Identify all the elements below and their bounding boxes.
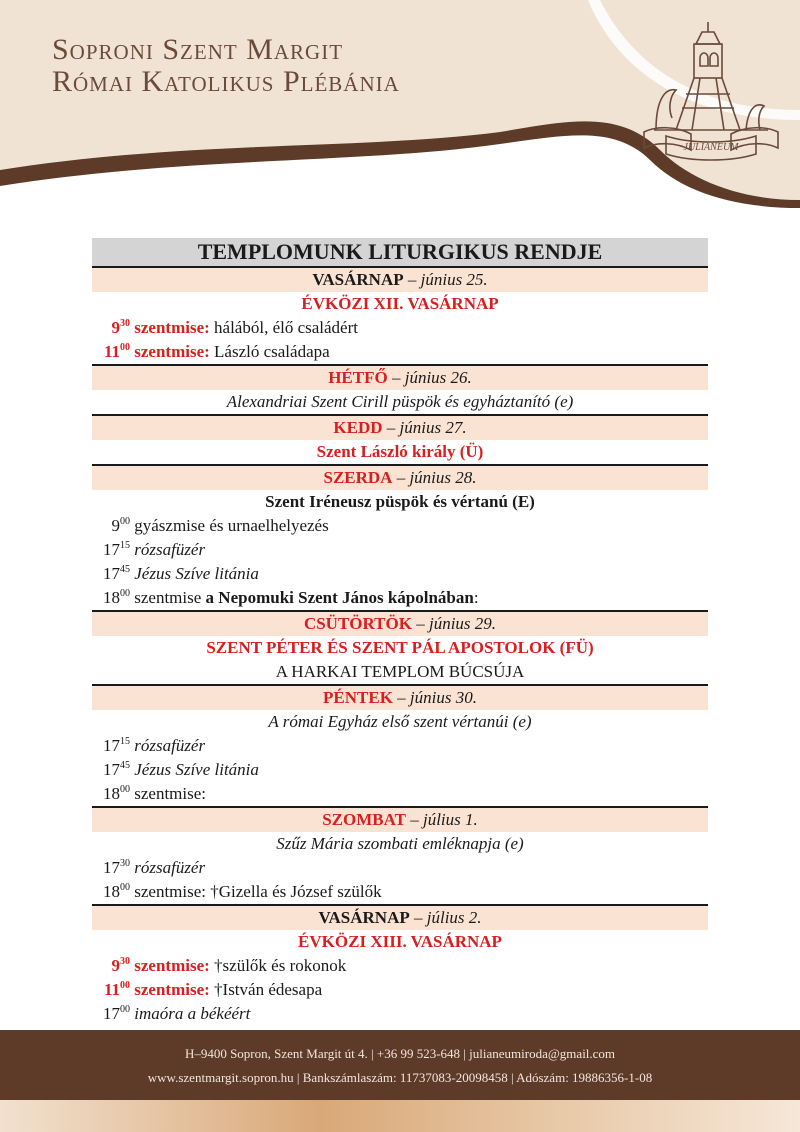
mass-time-row [92, 340, 708, 364]
mass-time-row [92, 562, 708, 586]
time-hour: 17 [103, 760, 120, 779]
mass-time-row [92, 316, 708, 340]
mass-location: a Nepomuki Szent János kápolnában [205, 588, 474, 607]
footer-decor-bar [0, 1100, 800, 1132]
liturgical-schedule [92, 238, 708, 1026]
parish-title-line1: Soproni Szent Margit [52, 33, 344, 66]
mass-time-row [92, 1002, 708, 1026]
day-date: – június 29. [416, 614, 497, 633]
footer-contact-line: H–9400 Sopron, Szent Margit út 4. | +36 99 523-648 | julianeumiroda@gmail.com [184, 1046, 616, 1061]
schedule-title: TEMPLOMUNK LITURGIKUS RENDJE [92, 238, 708, 268]
footer-bank-line: www.szentmargit.sopron.hu | Bankszámlaszám: 11737083-20098458 | Adószám: 19886356-1-08 [147, 1070, 653, 1085]
day-date: – június 26. [391, 368, 472, 387]
time [92, 782, 130, 806]
time [92, 856, 130, 880]
day-date: – június 27. [386, 418, 467, 437]
mass-intention: szentmise [134, 588, 202, 607]
mass-time-row [92, 880, 708, 904]
day-date: – július 1. [410, 810, 478, 829]
time [92, 514, 130, 538]
time [92, 316, 130, 340]
time [92, 978, 130, 1002]
mass-label: szentmise: [134, 318, 210, 337]
time-hour: 17 [103, 564, 120, 583]
day-header [92, 904, 708, 930]
mass-time-row [92, 782, 708, 806]
time-hour: 11 [103, 980, 120, 999]
time-minutes: 45 [120, 564, 130, 575]
mass-intention: rózsafüzér [134, 540, 206, 559]
time [92, 340, 130, 364]
feast-line: A HARKAI TEMPLOM BÚCSÚJA [275, 662, 525, 681]
time-minutes: 00 [120, 516, 130, 527]
feast-line: ÉVKÖZI XII. VASÁRNAP [301, 294, 499, 313]
mass-time-row [92, 758, 708, 782]
day-name: PÉNTEK [323, 688, 393, 707]
mass-intention: Jézus Szíve litánia [134, 564, 259, 583]
day-name: VASÁRNAP [318, 908, 410, 927]
mass-time-row [92, 954, 708, 978]
time-hour: 17 [103, 736, 120, 755]
time-minutes: 00 [120, 1004, 130, 1015]
feast-line: Szent László király (Ü) [316, 442, 484, 461]
time-hour: 17 [103, 858, 120, 877]
day-name: VASÁRNAP [312, 270, 404, 289]
feast-line: Alexandriai Szent Cirill püspök és egyháztanító (e) [226, 392, 574, 411]
time-hour: 11 [103, 342, 120, 361]
time-minutes: 00 [120, 588, 130, 599]
mass-intention: †szülők és rokonok [214, 956, 347, 975]
day-header [92, 806, 708, 832]
feast-line: A római Egyház első szent vértanúi (e) [268, 712, 532, 731]
day-header [92, 414, 708, 440]
time-hour: 9 [111, 516, 120, 535]
mass-intention: szentmise: †Gizella és József szülők [134, 882, 382, 901]
time [92, 538, 130, 562]
time-minutes: 00 [120, 784, 130, 795]
day-name: HÉTFŐ [328, 368, 388, 387]
time [92, 954, 130, 978]
parish-title-line2: Római Katolikus Plébánia [52, 65, 400, 98]
footer [0, 1030, 800, 1100]
mass-time-row [92, 734, 708, 758]
feast-line: Szűz Mária szombati emléknapja (e) [276, 834, 524, 853]
mass-time-row [92, 538, 708, 562]
time-minutes: 15 [120, 736, 130, 747]
mass-label: szentmise: [134, 956, 210, 975]
mass-intention: László családapa [214, 342, 330, 361]
time-hour: 9 [111, 956, 120, 975]
mass-intention: Jézus Szíve litánia [134, 760, 259, 779]
julianeum-logo [636, 18, 786, 168]
mass-time-row [92, 856, 708, 880]
day-header [92, 364, 708, 390]
time [92, 734, 130, 758]
mass-intention: †István édesapa [214, 980, 323, 999]
schedule-days [92, 268, 708, 1026]
mass-label: szentmise: [134, 342, 210, 361]
logo-text: JULIANEUM [683, 142, 739, 153]
time [92, 586, 130, 610]
mass-time-row [92, 978, 708, 1002]
mass-intention: rózsafüzér [134, 736, 206, 755]
day-name: SZERDA [323, 468, 393, 487]
day-header [92, 464, 708, 490]
time-minutes: 45 [120, 760, 130, 771]
day-header [92, 268, 708, 292]
mass-intention: imaóra a békéért [134, 1004, 251, 1023]
time-minutes: 15 [120, 540, 130, 551]
feast-line: Szent Iréneusz püspök és vértanú (E) [265, 492, 535, 511]
mass-tail: : [473, 588, 479, 607]
mass-intention: rózsafüzér [134, 858, 206, 877]
time [92, 758, 130, 782]
time-minutes: 00 [120, 342, 130, 353]
time-hour: 18 [103, 882, 120, 901]
day-name: KEDD [333, 418, 383, 437]
time-minutes: 00 [120, 882, 130, 893]
day-date: – június 28. [396, 468, 477, 487]
feast-line: SZENT PÉTER ÉS SZENT PÁL APOSTOLOK (FÜ) [206, 638, 594, 657]
day-date: – július 2. [414, 908, 482, 927]
day-date: – június 25. [407, 270, 488, 289]
time-hour: 17 [103, 540, 120, 559]
time-minutes: 30 [120, 318, 130, 329]
mass-intention: gyászmise és urnaelhelyezés [134, 516, 329, 535]
day-name: CSÜTÖRTÖK [303, 614, 412, 633]
time-hour: 17 [103, 1004, 120, 1023]
time-minutes: 30 [120, 956, 130, 967]
day-date: – június 30. [397, 688, 477, 707]
mass-label: szentmise: [134, 980, 210, 999]
time [92, 1002, 130, 1026]
parish-title [52, 34, 400, 98]
day-header [92, 684, 708, 710]
day-header [92, 610, 708, 636]
day-name: SZOMBAT [322, 810, 406, 829]
time [92, 562, 130, 586]
time-hour: 18 [103, 784, 120, 803]
feast-line: ÉVKÖZI XIII. VASÁRNAP [298, 932, 502, 951]
mass-intention: hálából, élő családért [214, 318, 358, 337]
mass-time-row [92, 514, 708, 538]
time-minutes: 30 [120, 858, 130, 869]
time-minutes: 00 [120, 980, 130, 991]
time [92, 880, 130, 904]
mass-intention: szentmise: [134, 784, 207, 803]
time-hour: 9 [111, 318, 120, 337]
time-hour: 18 [103, 588, 120, 607]
mass-time-row [92, 586, 708, 610]
